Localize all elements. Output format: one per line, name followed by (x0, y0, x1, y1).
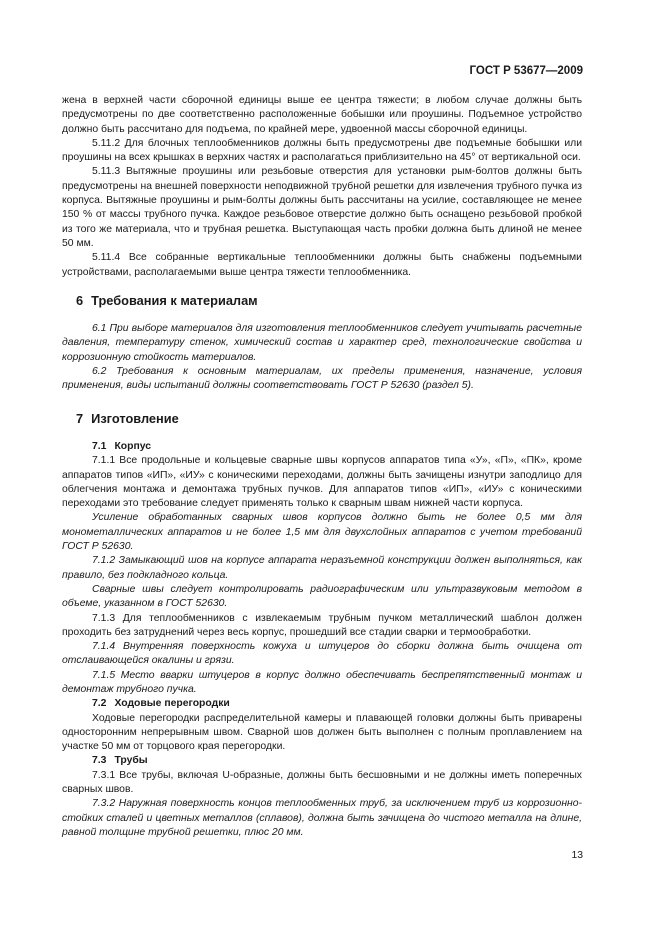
page-number: 13 (571, 850, 583, 861)
subsection-number: 7.2 (92, 698, 107, 710)
subsection-number: 7.1 (92, 440, 107, 452)
paragraph-7-3-1: 7.3.1 Все трубы, включая U-образные, должны быть бесшовными и не должны иметь поперечных сварных швов. (62, 769, 582, 796)
section-title: Требования к материалам (91, 292, 258, 308)
paragraph-5-11-3: 5.11.3 Вытяжные проушины или резьбовые отверстия для установки рым-болтов должны быть предусмотрены на внешней поверхности неподвижной трубной решетки для извлечения трубного пучка из корпуса. Вытяжные проушины и рым-болты должны быть рассчитаны на усилие, составляющее не менее 150 % от массы трубного пучка. Каждое резьбовое отверстие должно быть оснащено резьбовой пробкой из того же материала, что и трубная решетка. Выступающая часть пробки должна быть длиной не менее 50 мм. (62, 166, 582, 249)
paragraph-5-11-2: 5.11.2 Для блочных теплообменников должны быть предусмотрены две подъемные бобышки или проушины на всех крышках в верхних частях и располагаться приблизительно на 45° от вертикальной оси. (62, 137, 582, 164)
paragraph-7-1-3: 7.1.3 Для теплообменников с извлекаемым трубным пучком металлический шаблон должен проходить без затруднений через весь корпус, прошедший все стадии сварки и термообработки. (62, 612, 582, 638)
section-heading-7 (62, 412, 582, 426)
paragraph-7-3-2: 7.3.2 Наружная поверхность концов теплообменных труб, за исключением труб из коррозионно-стойких сталей и цветных металлов (сплавов), должна быть зачищена до чистого металла на длине, равной толщине трубной решетки, плюс 20 мм. (62, 798, 582, 838)
paragraph-7-1-2: 7.1.2 Замыкающий шов на корпусе аппарата неразъемной конструкции должен выполняться, как правило, без подкладного кольца. (62, 555, 582, 581)
subsection-number: 7.3 (92, 755, 107, 767)
paragraph-7-1-2-note: Сварные швы следует контролировать радиографическим или ультразвуковым методом в объеме, указанном в ГОСТ 52630. (62, 583, 582, 610)
paragraph-5-11-4: 5.11.4 Все собранные вертикальные теплообменники должны быть снабжены подъемными устройствами, располагаемыми выше центра тяжести теплообменника. (62, 252, 582, 278)
paragraph-7-1-1: 7.1.1 Все продольные и кольцевые сварные швы корпусов аппаратов типа «У», «П», «ПК», кроме аппаратов типов «ИП», «ИУ» с коническими переходами, должны быть зачищены изнутри заподлицо для облегчения монтажа и демонтажа трубных пучков. Для аппаратов типов «ИП», «ИУ» с коническими переходами это требование следует применять только к сварным швам нижней части корпуса. (62, 455, 582, 510)
paragraph-7-1-4: 7.1.4 Внутренняя поверхность кожуха и штуцеров до сборки должна быть очищена от отслаивающейся окалины и грязи. (62, 641, 582, 667)
section-number: 6 (76, 292, 84, 308)
paragraph-7-2: Ходовые перегородки распределительной камеры и плавающей головки должны быть приварены односторонним непрерывным швом. Сварной шов должен быть выполнен с полным проплавлением на участке 50 мм от торцового края перегородки. (62, 712, 582, 753)
section-title: Изготовление (91, 410, 179, 426)
document-header: ГОСТ Р 53677—2009 (469, 65, 583, 77)
paragraph-6-1: 6.1 При выборе материалов для изготовления теплообменников следует учитывать расчетные давления, температуру стенок, химический состав и характер сред, технологические свойства и коррозионную стойкость материалов. (62, 323, 582, 363)
document-body (62, 94, 582, 840)
subsection-heading-7-2 (62, 697, 582, 711)
paragraph-7-1-1-note: Усиление обработанных сварных швов корпусов должно быть не более 0,5 мм для монометаллических аппаратов и не более 1,5 мм для двухслойных аппаратов с учетом требований ГОСТ Р 52630. (62, 512, 582, 553)
subsection-title: Корпус (114, 440, 152, 452)
subsection-heading-7-1 (62, 440, 582, 454)
subsection-heading-7-3 (62, 754, 582, 768)
subsection-title: Ходовые перегородки (114, 698, 230, 710)
section-heading-6 (62, 294, 582, 308)
paragraph-6-2: 6.2 Требования к основным материалам, их пределы применения, назначение, условия применения, виды испытаний должны соответствовать ГОСТ Р 52630 (раздел 5). (62, 366, 582, 392)
subsection-title: Трубы (114, 755, 148, 767)
section-number: 7 (76, 410, 84, 426)
paragraph: жена в верхней части сборочной единицы выше ее центра тяжести; в любом случае должны быть предусмотрены по две соответственно расположенные бобышки или проушины. Подъемное устройство должно быть рассчитано для подъема, по крайней мере, удвоенной массы сборочной единицы. (62, 95, 582, 135)
paragraph-7-1-5: 7.1.5 Место вварки штуцеров в корпус должно обеспечивать беспрепятственный монтаж и демонтаж трубного пучка. (62, 669, 582, 695)
